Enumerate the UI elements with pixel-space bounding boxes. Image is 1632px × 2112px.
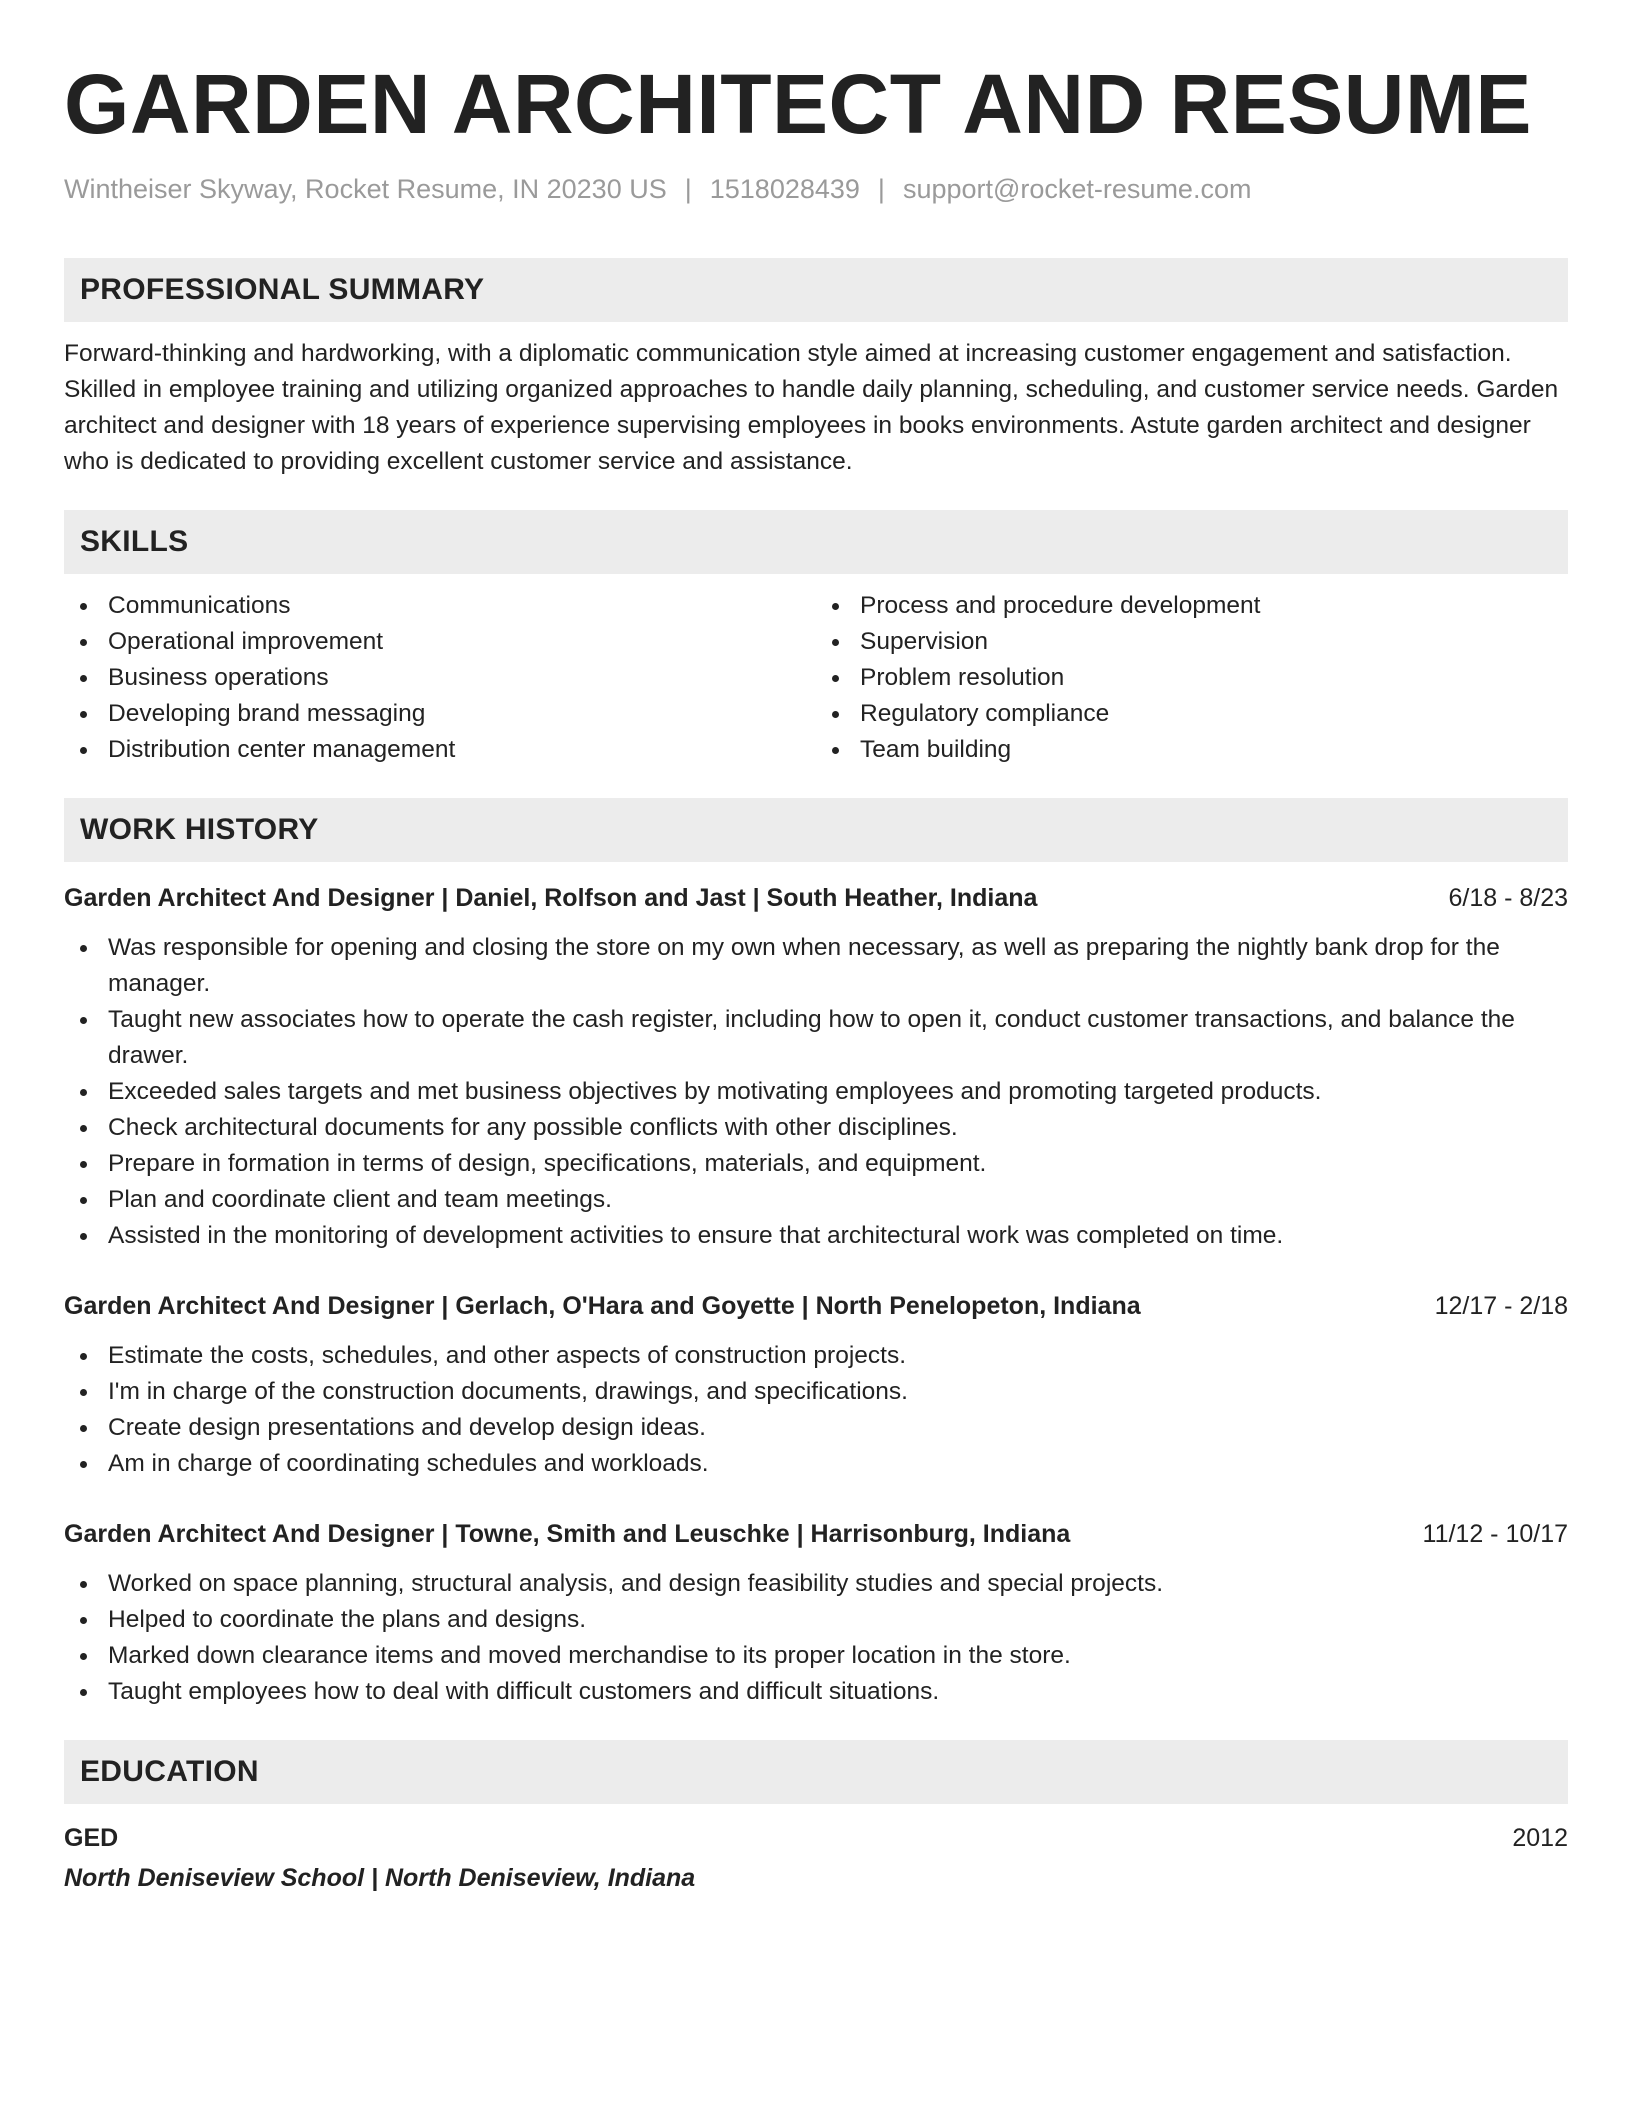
contact-email: support@rocket-resume.com bbox=[902, 174, 1252, 204]
skill-item: Operational improvement bbox=[64, 624, 816, 660]
skills-columns bbox=[64, 588, 1568, 768]
contact-line bbox=[64, 172, 1568, 206]
resume-name: GARDEN ARCHITECT AND RESUME bbox=[64, 57, 1532, 151]
education-school: North Deniseview School | North Deniseview, Indiana bbox=[64, 1864, 696, 1892]
summary-text: Forward-thinking and hardworking, with a diplomatic communication style aimed at increasing customer engagement and satisfaction. Skilled in employee training and utilizing organized approaches to handle daily planning, scheduling, and customer service needs. Garden architect and designer with 18 years of experience supervising employees in books environments. Astute garden architect and designer who is dedicated to providing excellent customer service and assistance. bbox=[64, 340, 1559, 475]
skill-item: Supervision bbox=[816, 624, 1568, 660]
job-bullet: Am in charge of coordinating schedules and workloads. bbox=[64, 1446, 1568, 1482]
job-dates: 12/17 - 2/18 bbox=[1434, 1292, 1568, 1320]
skill-item: Distribution center management bbox=[64, 732, 816, 768]
skill-item: Process and procedure development bbox=[816, 588, 1568, 624]
contact-address: Wintheiser Skyway, Rocket Resume, IN 20230 US bbox=[64, 174, 667, 204]
job-heading: Garden Architect And Designer | Daniel, Rolfson and Jast | South Heather, Indiana bbox=[64, 884, 1038, 912]
skills-column-left bbox=[64, 588, 816, 768]
education-degree: GED bbox=[64, 1824, 119, 1852]
job-heading-line bbox=[64, 1288, 1568, 1324]
job-bullets bbox=[64, 930, 1568, 1254]
job-bullet: I'm in charge of the construction documents, drawings, and specifications. bbox=[64, 1374, 1568, 1410]
skills-column-right bbox=[816, 588, 1568, 768]
job-entry bbox=[64, 1516, 1568, 1710]
job-bullet: Was responsible for opening and closing the store on my own when necessary, as well as preparing the nightly bank drop for the manager. bbox=[64, 930, 1568, 1002]
job-bullet: Taught new associates how to operate the cash register, including how to open it, conduct customer transactions, and balance the drawer. bbox=[64, 1002, 1568, 1074]
contact-separator: | bbox=[684, 174, 692, 204]
job-bullet: Worked on space planning, structural analysis, and design feasibility studies and special projects. bbox=[64, 1566, 1568, 1602]
contact-phone: 1518028439 bbox=[709, 174, 860, 204]
job-dates: 6/18 - 8/23 bbox=[1448, 884, 1568, 912]
job-bullet: Plan and coordinate client and team meetings. bbox=[64, 1182, 1568, 1218]
education-year: 2012 bbox=[1512, 1824, 1568, 1852]
skill-item: Team building bbox=[816, 732, 1568, 768]
section-header-skills: SKILLS bbox=[64, 510, 1568, 574]
job-entry bbox=[64, 880, 1568, 1254]
job-bullets bbox=[64, 1566, 1568, 1710]
section-header-summary: PROFESSIONAL SUMMARY bbox=[64, 258, 1568, 322]
job-heading-line bbox=[64, 1516, 1568, 1552]
skill-item: Developing brand messaging bbox=[64, 696, 816, 732]
job-bullet: Assisted in the monitoring of development activities to ensure that architectural work was completed on time. bbox=[64, 1218, 1568, 1254]
skill-item: Communications bbox=[64, 588, 816, 624]
job-bullet: Create design presentations and develop design ideas. bbox=[64, 1410, 1568, 1446]
job-bullet: Estimate the costs, schedules, and other aspects of construction projects. bbox=[64, 1338, 1568, 1374]
job-heading: Garden Architect And Designer | Gerlach, O'Hara and Goyette | North Penelopeton, Indiana bbox=[64, 1292, 1141, 1320]
job-entry bbox=[64, 1288, 1568, 1482]
skill-item: Problem resolution bbox=[816, 660, 1568, 696]
education-line bbox=[64, 1820, 1568, 1856]
job-heading-line bbox=[64, 880, 1568, 916]
contact-separator: | bbox=[877, 174, 885, 204]
skill-item: Regulatory compliance bbox=[816, 696, 1568, 732]
job-heading: Garden Architect And Designer | Towne, Smith and Leuschke | Harrisonburg, Indiana bbox=[64, 1520, 1071, 1548]
section-header-work-history: WORK HISTORY bbox=[64, 798, 1568, 862]
job-bullet: Taught employees how to deal with difficult customers and difficult situations. bbox=[64, 1674, 1568, 1710]
job-bullet: Exceeded sales targets and met business objectives by motivating employees and promoting targeted products. bbox=[64, 1074, 1568, 1110]
job-bullet: Helped to coordinate the plans and designs. bbox=[64, 1602, 1568, 1638]
job-bullet: Marked down clearance items and moved merchandise to its proper location in the store. bbox=[64, 1638, 1568, 1674]
job-bullet: Prepare in formation in terms of design, specifications, materials, and equipment. bbox=[64, 1146, 1568, 1182]
job-bullets bbox=[64, 1338, 1568, 1482]
section-header-education: EDUCATION bbox=[64, 1740, 1568, 1804]
job-dates: 11/12 - 10/17 bbox=[1422, 1520, 1568, 1548]
job-bullet: Check architectural documents for any possible conflicts with other disciplines. bbox=[64, 1110, 1568, 1146]
skill-item: Business operations bbox=[64, 660, 816, 696]
